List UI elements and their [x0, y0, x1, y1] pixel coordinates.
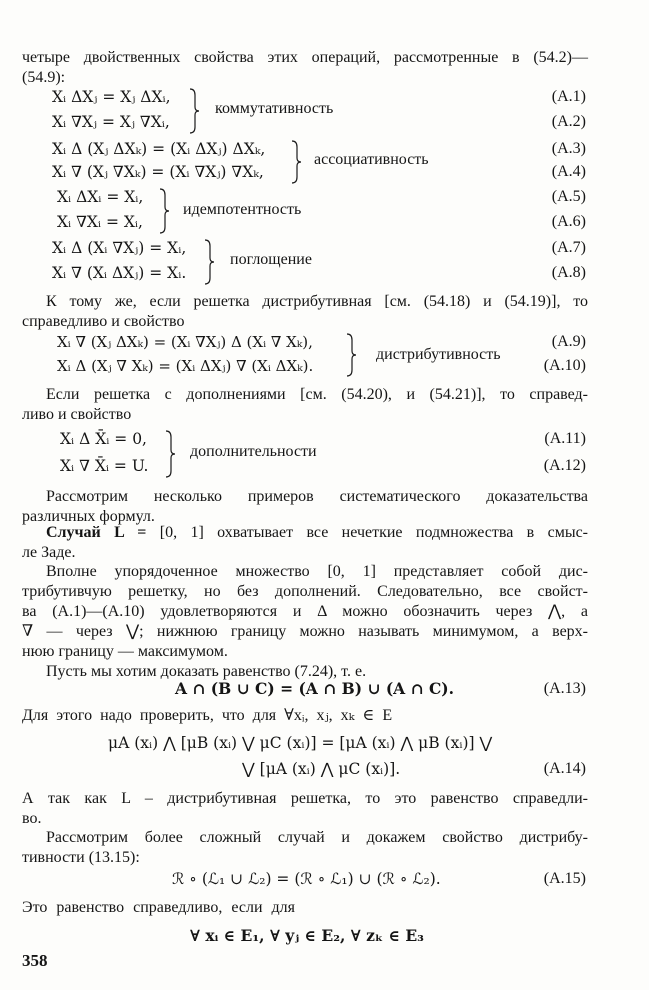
brace-complement — [164, 430, 176, 478]
p-since-line-2: во. — [22, 810, 42, 827]
p-case-line-2: ле Заде. — [22, 544, 76, 561]
brace-commutativity — [188, 88, 200, 134]
label-idempotence: идемпотентность — [183, 201, 302, 218]
number-a14: (A.14) — [543, 760, 586, 777]
label-associativity: ассоциативность — [314, 151, 429, 168]
formula-a14-line-2: ⋁ [μA (xᵢ) ⋀ μC (xᵢ)]. — [242, 760, 401, 778]
p-order-line-4: ∇ — через ⋁; нижнюю границу можно называть минимумом, а верх- — [22, 623, 588, 640]
number-a9: (A.9) — [551, 333, 586, 350]
number-a1: (A.1) — [551, 88, 586, 105]
p-examples-line-2: различных формул. — [22, 508, 155, 525]
p-order-line-1: Вполне упорядоченное множество [0, 1] представляет собой дис- — [46, 563, 588, 580]
label-complement: дополнительности — [190, 443, 317, 460]
formula-a7: Xᵢ Δ (Xᵢ ∇Xⱼ) = Xᵢ, — [52, 239, 187, 257]
formula-a14-line-1: μA (xᵢ) ⋀ [μB (xᵢ) ⋁ μC (xᵢ)] = [μA (xᵢ) ⋀ μB (xᵢ)] ⋁ — [108, 734, 493, 752]
number-a4: (A.4) — [551, 163, 586, 180]
number-a12: (A.12) — [543, 457, 586, 474]
number-a15: (A.15) — [543, 870, 586, 887]
p-complex-line-1: Рассмотрим более сложный случай и докажем свойство дистрибу- — [46, 829, 588, 846]
label-commutativity: коммутативность — [215, 100, 334, 117]
p-examples-line-1: Рассмотрим несколько примеров систематического доказательства — [46, 488, 588, 505]
case-rest: [0, 1] охватывает все нечеткие подмножества в смыс- — [146, 524, 588, 541]
formula-a6: Xᵢ ∇Xᵢ = Xᵢ, — [57, 213, 143, 231]
formula-a11: Xᵢ Δ X̄ᵢ = 0, — [60, 430, 147, 448]
p-order-line-3: ва (A.1)—(A.10) удовлетворяются и Δ можно обозначить через ⋀, а — [22, 603, 588, 620]
p-order-line-2: трибутивчую решетку, но без дополнений. Следовательно, все свойст- — [22, 583, 588, 600]
brace-idempotence — [158, 188, 170, 234]
p-order-line-5: нюю границу — максимумом. — [22, 643, 228, 660]
formula-a5: Xᵢ ΔXᵢ = Xᵢ, — [57, 188, 144, 206]
p-distrib-line-1: К тому же, если решетка дистрибутивная [см. (54.18) и (54.19)], то — [46, 293, 588, 310]
p-compl-line-2: ливо и свойство — [22, 406, 132, 423]
p-valid-line-1: Это равенство справедливо, если для — [22, 899, 295, 916]
number-a7: (A.7) — [551, 239, 586, 256]
page-number: 358 — [22, 951, 48, 970]
number-a2: (A.2) — [551, 113, 586, 130]
p-case-line-1 — [22, 523, 588, 543]
formula-a1: Xᵢ ΔXⱼ = Xⱼ ΔXᵢ, — [52, 88, 171, 106]
brace-distributivity — [345, 333, 357, 377]
number-a8: (A.8) — [551, 264, 586, 281]
number-a11: (A.11) — [544, 430, 586, 447]
number-a3: (A.3) — [551, 140, 586, 157]
formula-a4: Xᵢ ∇ (Xⱼ ∇Xₖ) = (Xᵢ ∇Xⱼ) ∇Xₖ, — [52, 163, 264, 181]
p-complex-line-2: тивности (13.15): — [22, 849, 140, 866]
formula-a10: Xᵢ Δ (Xⱼ ∇ Xₖ) = (Xᵢ ΔXⱼ) ∇ (Xᵢ ΔXₖ). — [57, 357, 314, 375]
formula-a15: ℛ ∘ (ℒ₁ ∪ ℒ₂) = (ℛ ∘ ℒ₁) ∪ (ℛ ∘ ℒ₂). — [172, 870, 441, 888]
formula-quantifiers: ∀ xᵢ ∈ E₁, ∀ yⱼ ∈ E₂, ∀ zₖ ∈ E₃ — [190, 926, 424, 945]
p-distrib-line-2: справедливо и свойство — [22, 313, 185, 330]
formula-a2: Xᵢ ∇Xⱼ = Xⱼ ∇Xᵢ, — [52, 113, 170, 131]
number-a10: (A.10) — [543, 357, 586, 374]
brace-absorption — [203, 239, 215, 285]
brace-associativity — [290, 140, 302, 184]
formula-a9: Xᵢ ∇ (Xⱼ ΔXₖ) = (Xᵢ ∇Xⱼ) Δ (Xᵢ ∇ Xₖ), — [57, 333, 313, 351]
number-a5: (A.5) — [551, 188, 586, 205]
p-prove-line-1: Пусть мы хотим доказать равенство (7.24), т. е. — [46, 663, 367, 680]
formula-a13: A ∩ (B ∪ C) = (A ∩ B) ∪ (A ∩ C). — [175, 679, 455, 698]
formula-a8: Xᵢ ∇ (Xᵢ ΔXⱼ) = Xᵢ. — [52, 264, 187, 282]
intro-line-1: четыре двойственных свойства этих операций, рассмотренные в (54.2)— — [22, 49, 588, 66]
label-distributivity: дистрибутивность — [376, 346, 501, 363]
label-absorption: поглощение — [230, 251, 312, 268]
formula-a3: Xᵢ Δ (Xⱼ ΔXₖ) = (Xᵢ ΔXⱼ) ΔXₖ, — [52, 140, 266, 158]
p-since-line-1: А так как L – дистрибутивная решетка, то это равенство справедли- — [22, 790, 588, 807]
number-a6: (A.6) — [551, 213, 586, 230]
case-bold: Случай L = — [46, 524, 147, 541]
number-a13: (A.13) — [543, 680, 586, 697]
intro-line-2: (54.9): — [22, 69, 66, 86]
formula-a12: Xᵢ ∇ X̄ᵢ = U. — [60, 457, 149, 475]
p-compl-line-1: Если решетка с дополнениями [см. (54.20), и (54.21)], то справед- — [46, 386, 588, 403]
p-check-line-1: Для этого надо проверить, что для ∀xᵢ, xⱼ, xₖ ∈ E — [22, 707, 393, 724]
